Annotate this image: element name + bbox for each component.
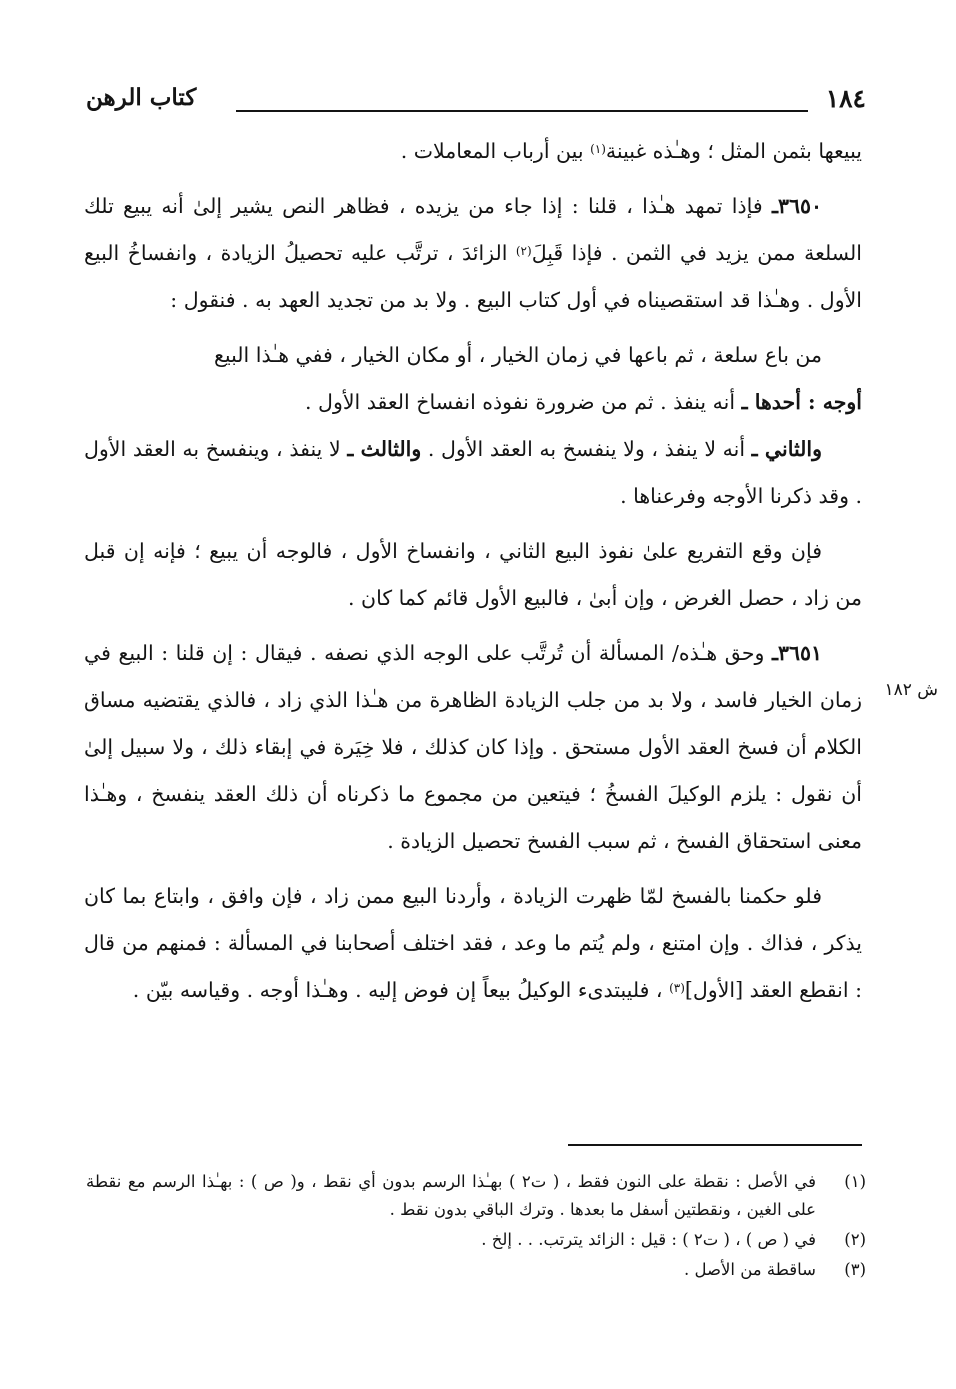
footnote-number: (١) — [844, 1172, 866, 1191]
paragraph-3651: ٣٦٥١ـ وحق هـٰذه/ المسألة أن تُرتَّب على الوجه الذي نصفه . فيقال : إن قلنا : البيع في زمان الخيار فاسد ، ولا بد من جلب الزيادة الظاهرة من هـٰذا الذي زاد ، فالذي يقتضيه مساق الكلام أن فسخ العقد الأول مستحق . وإذا كان كذلك ، فلا خِيَرة في إبقاء ذلك ، ولا سبيل إلىٰ أن نقول : يلزم الوكيلَ الفسخُ ؛ فيتعين من مجموع ما ذكرناه أن ذلك العقد ينفسخ ، وهـٰذا معنى استحقاق الفسخ ، ثم سبب الفسخ تحصيل الزيادة . — [84, 641, 862, 853]
page-header — [86, 84, 866, 124]
footnote — [86, 1168, 866, 1224]
footnotes — [86, 1168, 866, 1286]
book-title: كتاب الرهن — [86, 84, 197, 111]
issue-number: ٣٦٥٠ـ — [771, 194, 822, 218]
footnote — [86, 1226, 866, 1254]
page-number: ١٨٤ — [825, 84, 866, 113]
paragraph-aspects: أوجه : أحدها ـ أنه ينفذ . ثم من ضرورة نفوذه انفساخ العقد الأول . — [305, 390, 862, 414]
paragraph-second-third: والثاني ـ أنه لا ينفذ ، ولا ينفسخ به العقد الأول . والثالث ـ لا ينفذ ، وينفسخ به العقد الأول . وقد ذكرنا الأوجه وفرعناها . — [84, 437, 862, 508]
footnote-number: (٣) — [844, 1260, 866, 1279]
footnote-text: في ( ص ) ، ( ت٢ ) : قيل : الزائد يترتب. . . إلخ . — [481, 1230, 816, 1249]
footnote-ref-3: (٣) — [669, 981, 685, 995]
issue-number: ٣٦٥١ـ — [771, 641, 822, 665]
footnote — [86, 1256, 866, 1284]
main-text — [84, 128, 862, 1014]
paragraph-3650: ٣٦٥٠ـ فإذا تمهد هـٰذا ، قلنا : إذا جاء من يزيده ، فظاهر النص يشير إلىٰ أنه يبيع تلك السلعة ممن يزيد في الثمن . فإذا قَبِلَ$^{(٢)}$ الزائدَ ، ترتَّب عليه تحصيلُ الزيادة ، وانفساخُ البيع الأول . وهـٰذا قد استقصيناه في أول كتاب البيع . ولا بد من تجديد العهد به . فنقول : — [84, 194, 862, 312]
paragraph-sale: من باع سلعة ، ثم باعها في زمان الخيار ، أو مكان الخيار ، ففي هـٰذا البيع — [214, 343, 822, 367]
footnote-text: في الأصل : نقطة على النون فقط ، ( ت٢ ) بهـٰذا الرسم بدون أي نقط ، و( ص ) : بهـٰذا الرسم مع نقطة على الغين ، ونقطتين أسفل ما بعدها . وترك الباقي بدون نقط . — [86, 1172, 816, 1219]
footnote-divider — [568, 1144, 862, 1146]
footnote-ref-1: (١) — [590, 142, 606, 156]
paragraph-branching: فإن وقع التفريع علىٰ نفوذ البيع الثاني ، وانفساخ الأول ، فالوجه أن يبيع ؛ فإنه إن قبل من زاد ، حصل الغرض ، وإن أبىٰ ، فالبيع الأول قائم كما كان . — [84, 539, 862, 610]
paragraph-continuation: يبيعها بثمن المثل ؛ وهـٰذه غبينة$^{(١)}$ بين أرباب المعاملات . — [400, 139, 862, 163]
footnote-number: (٢) — [844, 1230, 866, 1249]
paragraph-ruling: فلو حكمنا بالفسخ لمّا ظهرت الزيادة ، وأردنا البيع ممن زاد ، فإن وافق ، وابتاع بما كان يذكر ، فذاك . وإن امتنع ، ولم يُتم ما وعد ، فقد اختلف أصحابنا في المسألة : فمنهم من قال : انقطع العقد [الأول]$^{(٣)}$ ، فليبتدىء الوكيلُ بيعاً إن فوض إليه . وهـٰذا أوجه . وقياسه بيّن . — [84, 884, 862, 1002]
header-rule — [236, 110, 808, 112]
margin-page-reference: ش ١٨٢ — [884, 680, 938, 700]
footnote-text: ساقطة من الأصل . — [684, 1260, 816, 1279]
footnote-ref-2: (٢) — [515, 244, 532, 258]
